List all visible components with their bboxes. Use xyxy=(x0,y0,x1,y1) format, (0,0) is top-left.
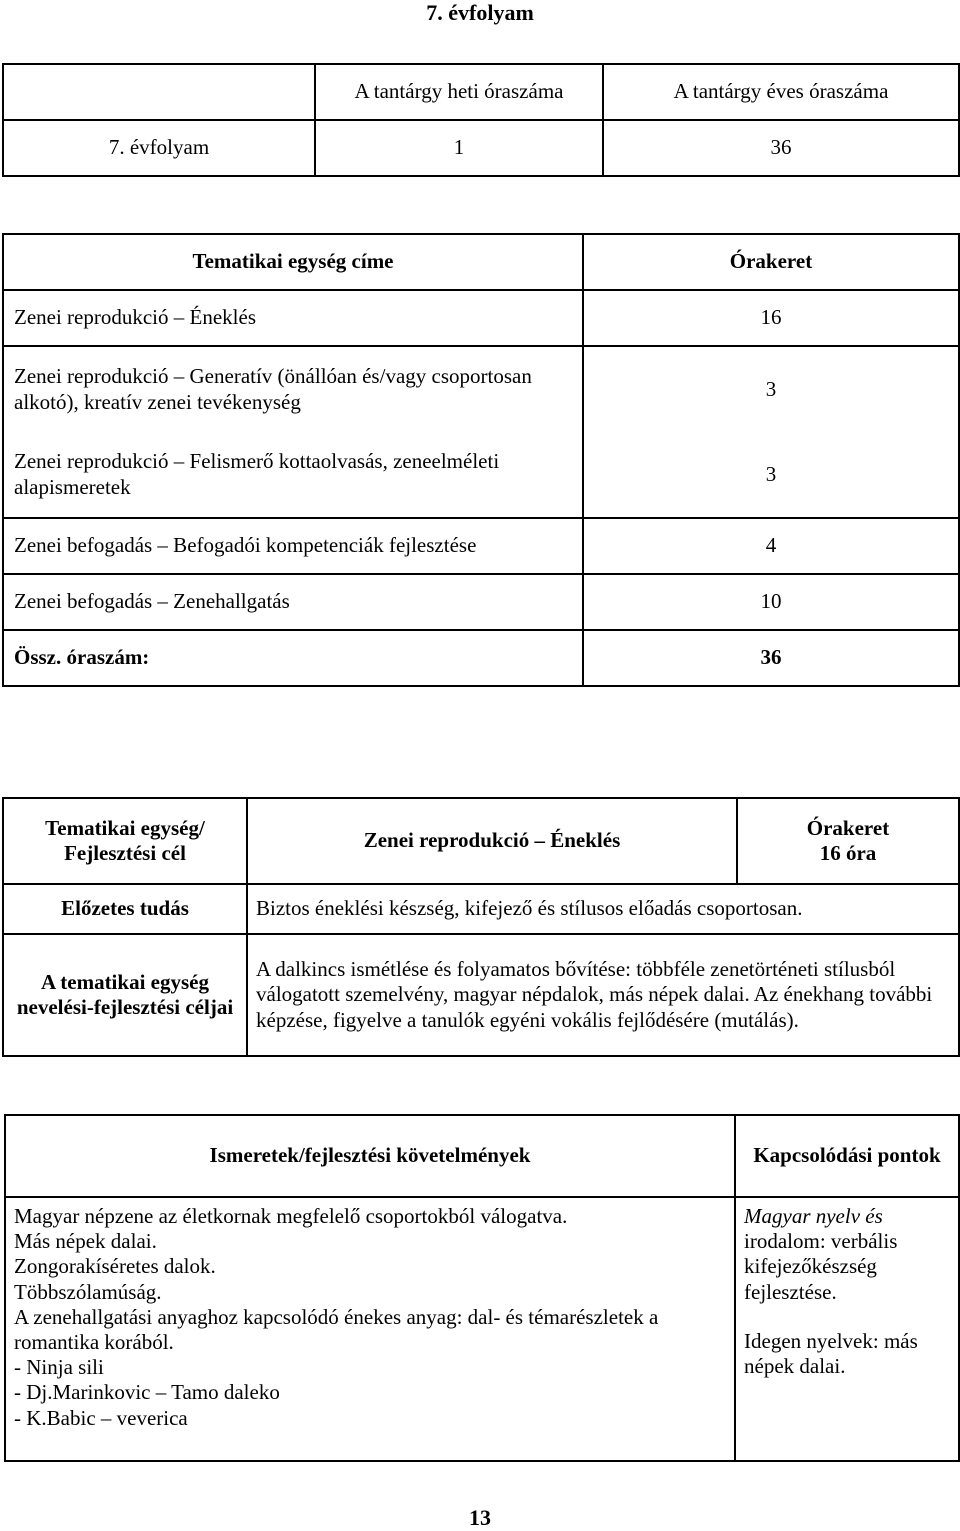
requirements-content xyxy=(5,1197,735,1461)
unit-title: Zenei befogadás – Zenehallgatás xyxy=(3,574,583,630)
prior-knowledge-label: Előzetes tudás xyxy=(3,884,247,934)
yearly-hours: 36 xyxy=(603,120,959,176)
unit-hours: 16 xyxy=(583,290,959,346)
unit-hours: 3 xyxy=(583,432,959,518)
table-row xyxy=(3,432,959,518)
units-table xyxy=(2,233,960,687)
table-row xyxy=(3,934,959,1056)
unit-title: Zenei reprodukció – Generatív (önállóan és/vagy csoportosan alkotó), kreatív zenei tevékenység xyxy=(3,346,583,432)
header-unit-title: Tematikai egység címe xyxy=(3,234,583,290)
requirement-line: A zenehallgatási anyaghoz kapcsolódó énekes anyag: dal- és témarészletek a romantika korából. xyxy=(14,1304,659,1354)
unit-name: Zenei reprodukció – Éneklés xyxy=(247,798,737,884)
unit-title: Zenei befogadás – Befogadói kompetenciák fejlesztése xyxy=(3,518,583,574)
link-hungarian xyxy=(744,1204,950,1305)
goals-label: A tematikai egység nevelési-fejlesztési céljai xyxy=(3,934,247,1056)
page-heading: 7. évfolyam xyxy=(426,0,534,25)
goals-text: A dalkincs ismétlése és folyamatos bővítése: többféle zenetörténeti stílusból válogatott szemelvény, magyar népdalok, más népek dalai. Az énekhang további képzése, figyelve a tanulók egyéni vokális fejlődésére (mutálás). xyxy=(247,934,959,1056)
unit-label: Tematikai egység/ Fejlesztési cél xyxy=(3,798,247,884)
requirement-line: Zongorakíséretes dalok. xyxy=(14,1254,216,1279)
table-row xyxy=(3,234,959,290)
table-row xyxy=(3,798,959,884)
hours-table xyxy=(2,63,960,177)
table-row xyxy=(3,346,959,432)
link-hungarian-italic: Magyar nyelv és xyxy=(744,1204,883,1228)
requirement-line: Többszólamúság. xyxy=(14,1279,162,1304)
table-row xyxy=(5,1197,959,1461)
requirements-header: Ismeretek/fejlesztési követelmények xyxy=(5,1115,735,1197)
unit-title: Zenei reprodukció – Éneklés xyxy=(3,290,583,346)
link-hungarian-rest: irodalom: verbális kifejezőkészség fejlesztése. xyxy=(744,1229,898,1304)
hours-cell xyxy=(737,798,959,884)
link-foreign-languages: Idegen nyelvek: más népek dalai. xyxy=(744,1328,918,1378)
table-row xyxy=(3,884,959,934)
table-row xyxy=(3,574,959,630)
page-number: 13 xyxy=(469,1505,491,1530)
hours-label: Órakeret xyxy=(806,815,890,840)
unit-hours: 10 xyxy=(583,574,959,630)
empty-cell xyxy=(3,64,315,120)
table-row xyxy=(3,290,959,346)
total-label: Össz. óraszám: xyxy=(3,630,583,686)
weekly-hours: 1 xyxy=(315,120,603,176)
header-yearly-hours: A tantárgy éves óraszáma xyxy=(603,64,959,120)
grade-label: 7. évfolyam xyxy=(3,120,315,176)
links-content xyxy=(735,1197,959,1461)
unit-hours: 3 xyxy=(583,346,959,432)
unit-detail-table xyxy=(2,797,960,1057)
table-row xyxy=(3,120,959,176)
links-header: Kapcsolódási pontok xyxy=(735,1115,959,1197)
prior-knowledge-text: Biztos éneklési készség, kifejező és stílusos előadás csoportosan. xyxy=(247,884,959,934)
table-row xyxy=(3,64,959,120)
requirement-line: Magyar népzene az életkornak megfelelő csoportokból válogatva. xyxy=(14,1204,568,1228)
requirements-table xyxy=(4,1114,960,1462)
header-weekly-hours: A tantárgy heti óraszáma xyxy=(315,64,603,120)
table-row xyxy=(5,1115,959,1197)
hours-value: 16 óra xyxy=(819,841,877,865)
song-item: - Dj.Marinkovic – Tamo daleko xyxy=(14,1380,280,1405)
song-item: - K.Babic – veverica xyxy=(14,1405,188,1430)
total-value: 36 xyxy=(583,630,959,686)
song-item: - Ninja sili xyxy=(14,1355,104,1380)
header-hours: Órakeret xyxy=(583,234,959,290)
requirement-line: Más népek dalai. xyxy=(14,1229,157,1254)
unit-hours: 4 xyxy=(583,518,959,574)
table-row xyxy=(3,630,959,686)
table-row xyxy=(3,518,959,574)
unit-title: Zenei reprodukció – Felismerő kottaolvasás, zeneelméleti alapismeretek xyxy=(3,432,583,518)
